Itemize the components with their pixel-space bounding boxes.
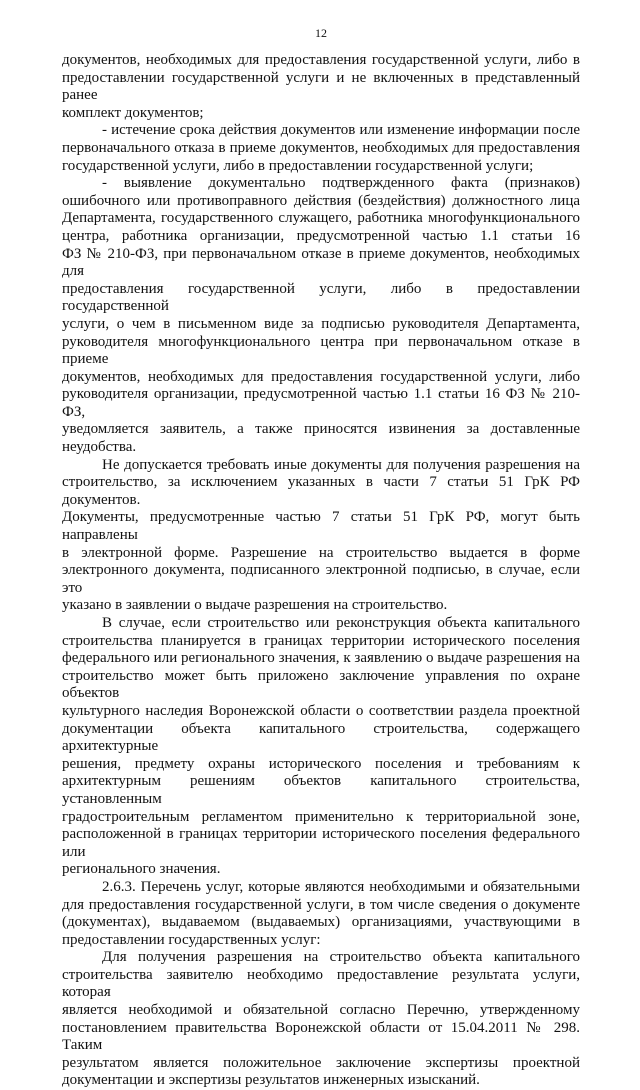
- text-line: центра, работника организации, предусмотренной частью 1.1 статьи 16: [62, 227, 580, 244]
- text-line: результатом является положительное заключение экспертизы проектной: [62, 1054, 580, 1071]
- text-line: архитектурным решениям объектов капитального строительства, установленным: [62, 773, 580, 807]
- text-line: документов, необходимых для предоставления государственной услуги, либо: [62, 368, 580, 385]
- text-line: ошибочного или противоправного действия (бездействия) должностного лица: [62, 192, 580, 209]
- text-line: руководителя многофункционального центра при первоначальном отказе в приеме: [62, 333, 580, 368]
- text-line: предоставления государственной услуги, либо в предоставлении государственной: [62, 280, 580, 315]
- paragraph: [62, 175, 580, 457]
- text-line: 2.6.3. Перечень услуг, которые являются необходимыми и обязательными: [102, 878, 580, 895]
- text-line: для предоставления государственной услуги, в том числе сведения о документе: [62, 896, 580, 913]
- text-line: строительства планируется в границах территории исторического поселения: [62, 632, 580, 649]
- text-line: культурного наследия Воронежской области о соответствии раздела проектной: [62, 702, 580, 719]
- text-line: строительства заявителю необходимо предоставление результата услуги, которая: [62, 966, 580, 1001]
- text-line: федерального или регионального значения, к заявлению о выдаче разрешения на: [62, 650, 580, 667]
- paragraph: [62, 879, 580, 949]
- text-line: документации объекта капитального строительства, содержащего архитектурные: [62, 720, 580, 755]
- text-line: решения, предмету охраны исторического поселения и требованиям к: [62, 755, 580, 772]
- text-line: документов, необходимых для предоставления государственной услуги, либо в: [62, 52, 580, 68]
- text-line: постановлением правительства Воронежской области от 15.04.2011 № 298. Таким: [62, 1019, 580, 1054]
- text-line: является необходимой и обязательной согласно Перечню, утвержденному: [62, 1002, 580, 1019]
- text-line: указано в заявлении о выдаче разрешения на строительство.: [62, 597, 448, 614]
- text-line: предоставлении государственной услуги и не включенных в представленный ранее: [62, 69, 580, 104]
- text-line: (документах), выдаваемом (выдаваемых) организациями, участвующими в: [62, 914, 580, 931]
- text-line: регионального значения.: [62, 861, 221, 878]
- text-line: - истечение срока действия документов или изменение информации после: [102, 122, 580, 139]
- text-line: услуги, о чем в письменном виде за подписью руководителя Департамента,: [62, 315, 580, 332]
- paragraph: [62, 52, 580, 122]
- text-line: первоначального отказа в приеме документов, необходимых для предоставления: [62, 139, 580, 156]
- text-line: Для получения разрешения на строительство объекта капитального: [102, 949, 580, 966]
- text-line: строительство, за исключением указанных в части 7 статьи 51 ГрК РФ документов.: [62, 474, 580, 508]
- text-line: предоставлении государственных услуг:: [62, 931, 321, 948]
- document-body: [62, 52, 580, 1090]
- page-number: 12: [315, 26, 327, 40]
- text-line: строительство может быть приложено заключение управления по охране объектов: [62, 667, 580, 702]
- text-line: руководителя организации, предусмотренной частью 1.1 статьи 16 ФЗ № 210-ФЗ,: [62, 386, 580, 420]
- text-line: расположенной в границах территории исторического поселения федерального или: [62, 826, 580, 860]
- text-line: градостроительным регламентом применительно к территориальной зоне,: [62, 808, 580, 825]
- text-line: неудобства.: [62, 439, 137, 456]
- paragraph: [62, 615, 580, 879]
- text-line: Документы, предусмотренные частью 7 статьи 51 ГрК РФ, могут быть направлены: [62, 509, 580, 544]
- text-line: - выявление документально подтвержденного факта (признаков): [102, 175, 580, 192]
- text-line: в электронной форме. Разрешение на строительство выдается в форме: [62, 544, 580, 561]
- text-line: Не допускается требовать иные документы для получения разрешения на: [102, 456, 580, 473]
- text-line: ФЗ № 210-ФЗ, при первоначальном отказе в приеме документов, необходимых для: [62, 245, 580, 280]
- paragraph: [62, 122, 580, 175]
- text-line: В случае, если строительство или реконструкция объекта капитального: [102, 615, 580, 631]
- text-line: комплект документов;: [62, 104, 204, 121]
- text-line: электронного документа, подписанного электронной подписью, в случае, если это: [62, 562, 580, 596]
- paragraph: [62, 457, 580, 615]
- text-line: Департамента, государственного служащего, работника многофункционального: [62, 210, 580, 227]
- text-line: уведомляется заявитель, а также приносятся извинения за доставленные: [62, 421, 580, 438]
- text-line: государственной услуги, либо в предоставлении государственной услуги;: [62, 157, 534, 174]
- paragraph: [62, 949, 580, 1090]
- text-line: документации и экспертизы результатов инженерных изысканий.: [62, 1072, 480, 1089]
